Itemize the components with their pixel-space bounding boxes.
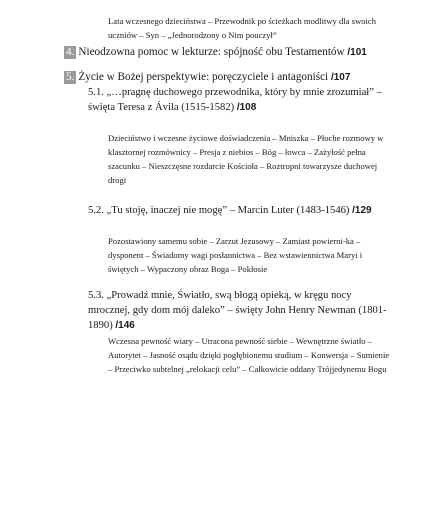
chapter-5-entry [64, 70, 394, 85]
chapter-title: Nieodzowna pomoc w lekturze: spójność obu Testamentów [78, 46, 345, 58]
section-5-1-subtopics: Dzieciństwo i wczesne życiowe doświadczenia – Mniszka – Płoche rozmowy w klasztornej rozmównicy – Presja z niebios – Bóg – łowca – Zażyłość pełna szacunku – Nieszczęsne rozdarcie Kościoła – Roztropni towarzysze duchowej drogi [108, 133, 384, 185]
section-5-2-subtopics: Pozostawiony samemu sobie – Zarzut Jezusowy – Zamiast powierni-ka – dysponent – Świadomy wagi posłannictwa – Bez wstawiennictwa Maryi i świętych – Wypaczony obraz Boga – Pokłosie [108, 236, 363, 274]
page-ref: /108 [236, 102, 257, 113]
page-ref: /101 [347, 47, 367, 58]
page-ref: /129 [352, 205, 372, 216]
page-ref: /107 [330, 72, 351, 83]
section-5-3-title: 5.3. „Prowadź mnie, Światło, swą błogą opieką, w kręgu nocy mrocznej, gdy dom mój daleko” – święty John Henry Newman (1801-1890) /146 [88, 290, 387, 331]
chapter-number-box: 4. [66, 46, 75, 58]
chapter-4-entry [64, 45, 394, 60]
page-ref: /146 [115, 320, 135, 331]
chapter-number-box: 5. [66, 71, 75, 83]
chapter-title: Życie w Bożej perspektywie: poręczyciele i antagoniści [78, 71, 329, 83]
intro-subtopics: Lata wczesnego dzieciństwa – Przewodnik po ścieżkach modlitwy dla swoich uczniów – Syn – „Jednorodzony o Nim pouczył” [108, 16, 376, 40]
section-5-3-subtopics: Wczesna pewność wiary – Utracona pewność siebie – Wewnętrzne światło – Autorytet – Jasność osądu dzięki pogłębionemu studium – Konwersja – Sumienie – Przeciwko subtelnej „relokacji celu” – Całkowicie oddany Trójjedynemu Bogu [108, 336, 390, 374]
section-5-2-title: 5.2. „Tu stoję, inaczej nie mogę” – Marcin Luter (1483-1546) /129 [88, 205, 372, 216]
section-5-1-title: 5.1. „…pragnę duchowego przewodnika, który by mnie zrozumiał” – święta Teresa z Ávila (1515-1582) /108 [88, 87, 382, 113]
